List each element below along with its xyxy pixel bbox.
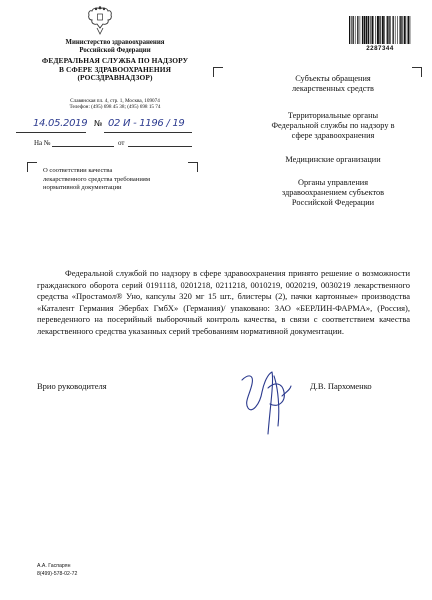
barcode-bar (395, 16, 396, 44)
barcode-bar (390, 16, 391, 44)
from-underline (128, 146, 192, 147)
barcode-bar (377, 16, 379, 44)
addressee-line: Российской Федерации (291, 197, 375, 207)
ref-label: На № (34, 139, 51, 147)
barcode-bar (410, 16, 411, 44)
ministry-line: Министерство здравоохранения (65, 39, 165, 46)
barcode-bar (370, 16, 371, 44)
barcode-bar (364, 16, 365, 44)
barcode-bar (400, 16, 401, 44)
barcode-bar (382, 16, 384, 44)
corner-bracket (188, 162, 198, 172)
barcode-bar (355, 16, 356, 44)
barcode-bar (404, 16, 406, 44)
handwritten-number: 02 И - 1196 / 19 (108, 118, 185, 129)
addressee-line: Органы управления (297, 178, 369, 187)
addressee-line: сфере здравоохранения (291, 130, 375, 140)
addressee-3 (248, 155, 418, 165)
letter-body: Федеральной службой по надзору в сфере здравоохранения принято решение о возможности гражданского оборота серий 0191118, 0201218, 0211218, 0010219, 0020219, 0030219 лекарственного средства «Простамол® Уно, капсулы 320 мг 15 шт., блистеры (2), пачки картонные» производства «Каталент Германия Эбербах ГмбХ» (Германия)/ упаковано: ЗАО «БЕРЛИН-ФАРМА», (Россия), переведенного на посерийный выборочный контроль качества, в связи с соответствием качества лекарственного средства указанных серий требованиям нормативной документации. (37, 268, 410, 336)
barcode-bar (408, 16, 409, 44)
number-sign: № (94, 119, 103, 128)
handwritten-date: 14.05.2019 (33, 118, 88, 129)
addressee-line: Медицинские организации (285, 155, 381, 164)
ministry-name (30, 39, 200, 55)
executor-phone: 8(499)-578-02-72 (37, 570, 78, 577)
addressee-line: Территориальные органы (287, 111, 379, 120)
corner-bracket (213, 67, 223, 77)
subject-line: нормативной документации (43, 184, 122, 192)
addressee-1 (248, 74, 418, 94)
barcode-bar (366, 16, 368, 44)
from-label: от (118, 139, 125, 147)
barcode-bar (387, 16, 388, 44)
corner-bracket (27, 162, 37, 172)
handwritten-signature (238, 368, 293, 438)
ministry-line: Российской Федерации (79, 46, 151, 54)
subject-line: О соответствии качества (43, 167, 113, 174)
date-underline (16, 132, 86, 133)
barcode-bar (360, 16, 361, 44)
addressee-line: Субъекты обращения (295, 74, 371, 83)
service-address (30, 99, 200, 111)
service-line: ФЕДЕРАЛЬНАЯ СЛУЖБА ПО НАДЗОРУ (41, 56, 189, 65)
address-line: Славянская пл. 4, стр. 1, Москва, 109074 (70, 98, 160, 104)
coat-of-arms-emblem (87, 6, 113, 36)
service-line: (РОСЗДРАВНАДЗОР) (77, 73, 153, 83)
signatory-title: Врио руководителя (37, 381, 107, 391)
barcode-bar (375, 16, 376, 44)
barcode-bar (393, 16, 394, 44)
barcode-bar (353, 16, 354, 44)
subject-block (43, 167, 193, 193)
barcode (349, 16, 411, 44)
barcode-bar (357, 16, 358, 44)
barcode-bar (368, 16, 369, 44)
signatory-name: Д.В. Пархоменко (310, 381, 372, 391)
addressee-line: Федеральной службы по надзору в (271, 120, 395, 130)
address-line: Телефон: (495) 698 45 38; (495) 698 15 74 (69, 103, 161, 110)
addressee-4 (248, 178, 418, 207)
barcode-bar (362, 16, 363, 44)
addressee-line: здравоохранением субъектов (281, 187, 385, 197)
addressee-line: лекарственных средств (292, 83, 374, 93)
barcode-bar (349, 16, 350, 44)
barcode-bar (397, 16, 398, 44)
barcode-number: 2287344 (366, 45, 394, 52)
subject-line: лекарственного средства требованиям (43, 175, 151, 183)
barcode-bar (401, 16, 402, 44)
barcode-bar (351, 16, 352, 44)
service-name (30, 57, 200, 83)
barcode-bar (388, 16, 389, 44)
addressee-2 (248, 111, 418, 140)
barcode-bar (384, 16, 385, 44)
barcode-bar (407, 16, 408, 44)
service-line: В СФЕРЕ ЗДРАВООХРАНЕНИЯ (58, 64, 172, 74)
number-underline (104, 132, 192, 133)
executor-info (37, 563, 77, 578)
barcode-bar (379, 16, 380, 44)
barcode-bar (372, 16, 374, 44)
executor-name: А.А. Гаспарян (37, 563, 71, 569)
ref-underline (52, 146, 114, 147)
